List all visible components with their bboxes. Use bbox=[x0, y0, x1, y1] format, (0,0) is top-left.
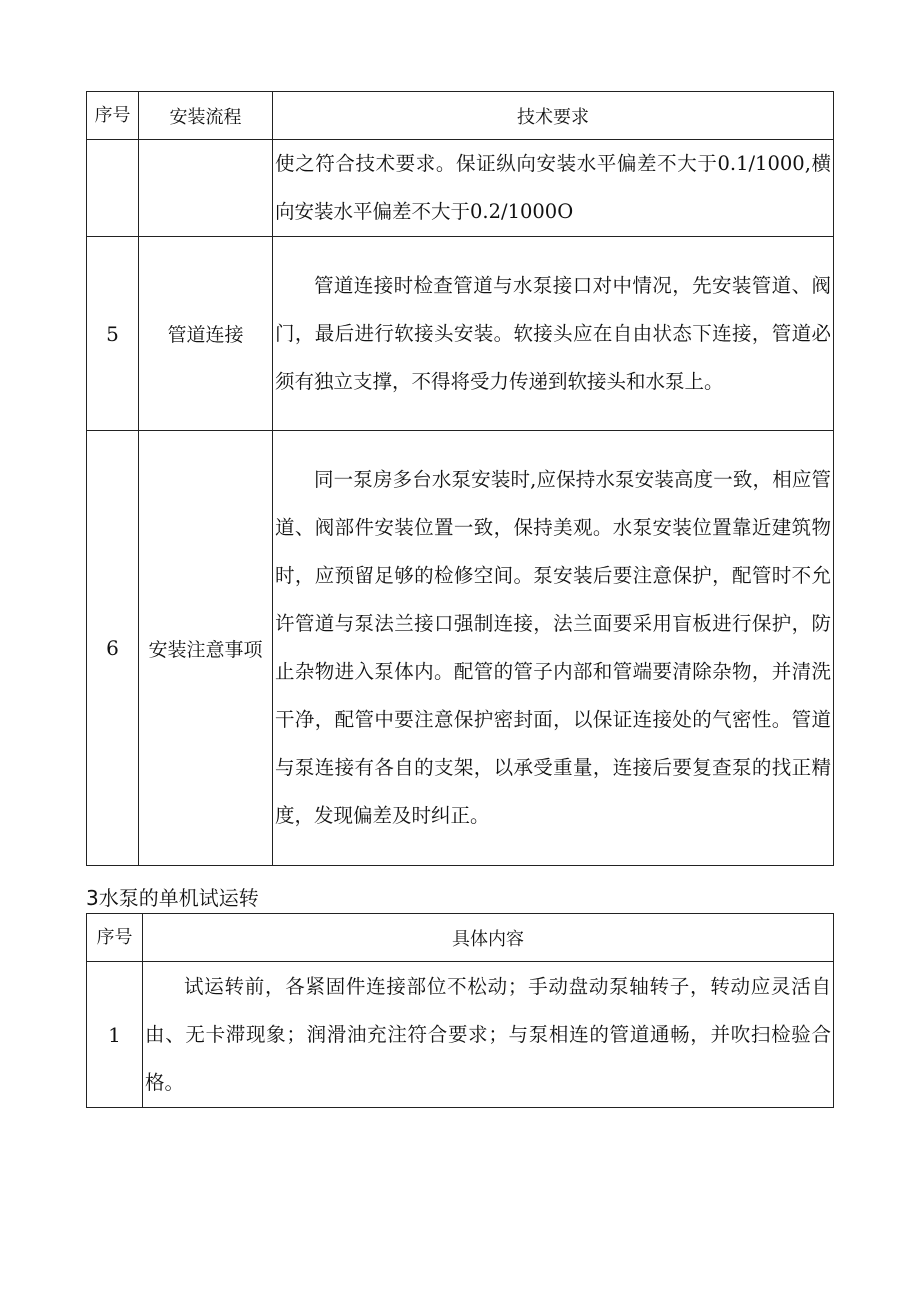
row-process bbox=[139, 140, 273, 237]
row-requirements: 同一泵房多台水泵安装时,应保持水泵安装高度一致，相应管道、阀部件安装位置一致，保持美观。水泵安装位置靠近建筑物时，应预留足够的检修空间。泵安装后要注意保护，配管时不允许管道与泵法兰接口强制连接，法兰面要采用盲板进行保护，防止杂物进入泵体内。配管的管子内部和管端要清除杂物，并清洗干净，配管中要注意保护密封面，以保证连接处的气密性。管道与泵连接有各自的支架，以承受重量，连接后要复查泵的找正精度，发现偏差及时纠正。 bbox=[273, 431, 834, 866]
table-row bbox=[87, 140, 834, 237]
header-index: 序号 bbox=[87, 92, 139, 140]
row-requirements: 管道连接时检查管道与水泵接口对中情况，先安装管道、阀门，最后进行软接头安装。软接头应在自由状态下连接，管道必须有独立支撑，不得将受力传递到软接头和水泵上。 bbox=[273, 237, 834, 431]
header-requirements: 技术要求 bbox=[273, 92, 834, 140]
header-index: 序号 bbox=[87, 914, 143, 962]
table-header-row bbox=[87, 92, 834, 140]
table-row bbox=[87, 962, 834, 1108]
section-title: 3水泵的单机试运转 bbox=[86, 886, 259, 910]
table-row bbox=[87, 237, 834, 431]
row-index: 5 bbox=[87, 237, 139, 431]
table-header-row bbox=[87, 914, 834, 962]
table-row bbox=[87, 431, 834, 866]
header-process: 安装流程 bbox=[139, 92, 273, 140]
row-content: 试运转前，各紧固件连接部位不松动；手动盘动泵轴转子，转动应灵活自由、无卡滞现象；润滑油充注符合要求；与泵相连的管道通畅，并吹扫检验合格。 bbox=[143, 962, 834, 1108]
row-requirements: 使之符合技术要求。保证纵向安装水平偏差不大于0.1/1000,横向安装水平偏差不大于0.2/1000O bbox=[273, 140, 834, 237]
row-process: 安装注意事项 bbox=[139, 431, 273, 866]
trial-run-table bbox=[86, 913, 834, 1108]
install-process-table bbox=[86, 91, 834, 866]
row-index: 6 bbox=[87, 431, 139, 866]
row-index bbox=[87, 140, 139, 237]
row-index: 1 bbox=[87, 962, 143, 1108]
row-process: 管道连接 bbox=[139, 237, 273, 431]
header-content: 具体内容 bbox=[143, 914, 834, 962]
